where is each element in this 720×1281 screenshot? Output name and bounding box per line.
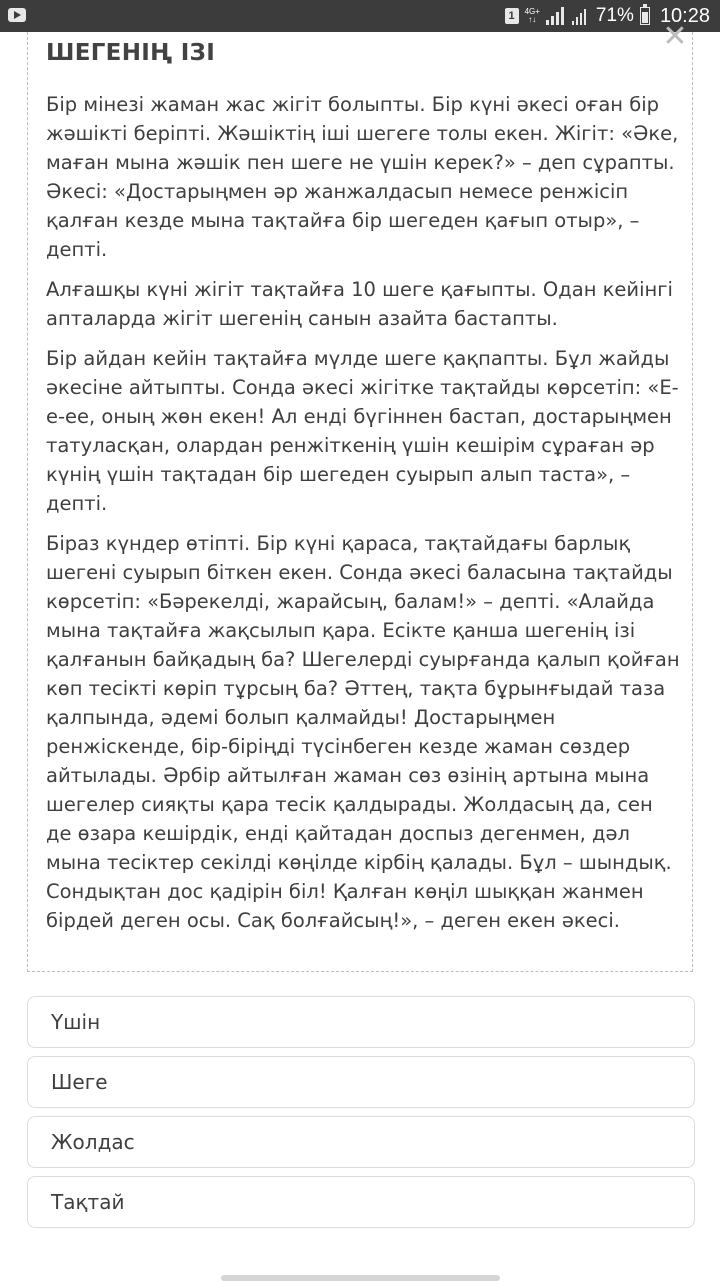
clock: 10:28 <box>659 4 710 27</box>
close-icon[interactable]: ✕ <box>662 19 688 54</box>
answer-option-zholdas[interactable]: Жолдас <box>27 1116 695 1168</box>
passage-paragraph: Бір мінезі жаман жас жігіт болыпты. Бір күні әкесі оған бір жәшікті беріпті. Жәшіктің іші шегеге толы екен. Жігіт: «Әке, маған мына жәшік пен шеге не үшін керек?» – деп сұрапты. Әкесі: «Достарыңмен әр жанжалдасып немесе ренжісіп қалған кезде мына тақтайға бір шегеден қағып отыр», – депті. <box>46 93 679 261</box>
passage-text <box>46 90 682 946</box>
passage-title: ШЕГЕНІҢ ІЗІ <box>46 40 216 66</box>
secondary-signal-icon <box>572 7 590 25</box>
sim-card-icon: 1 <box>505 8 519 24</box>
passage-paragraph: Бір айдан кейін тақтайға мүлде шеге қақпапты. Бұл жайды әкесіне айтыпты. Сонда әкесі жігітке тақтайды көрсетіп: «Е-е-ее, оның жөн екен! Ал енді бүгіннен бастап, достарыңмен татуласқан, олардан ренжіткенің үшін кешірім сұраған әр күнің үшін тақтадан бір шегеден суырып алып таста», – депті. <box>46 347 679 515</box>
answer-option-shege[interactable]: Шеге <box>27 1056 695 1108</box>
network-activity-arrows: ↑↓ <box>528 15 537 24</box>
battery-icon <box>640 7 650 25</box>
cellular-signal-icon <box>546 7 566 25</box>
answer-options <box>27 996 695 1236</box>
youtube-notification-icon <box>8 8 26 22</box>
battery-percent: 71% <box>595 5 634 26</box>
answer-option-ushin[interactable]: Үшін <box>27 996 695 1048</box>
passage-paragraph: Алғашқы күні жігіт тақтайға 10 шеге қағыпты. Одан кейінгі апталарда жігіт шегенің санын азайта бастапты. <box>46 278 673 330</box>
passage-paragraph: Біраз күндер өтіпті. Бір күні қараса, тақтайдағы барлық шегені суырып біткен екен. Сонда әкесі баласына тақтайды көрсетіп: «Бәрекелді, жарайсың, балам!» – депті. «Алайда мына тақтайға жақсылып қара. Есікте қанша шегенің ізі қалғанын байқадың ба? Шегелерді суырғанда қалып қойған көп тесікті көріп тұрсың ба? Әттең, тақта бұрынғыдай таза қалпында, әдемі болып қалмайды! Достарыңмен ренжіскенде, бір-біріңді түсінбеген кезде жаман сөздер айтылады. Әрбір айтылған жаман сөз өзінің артына мына шегелер сияқты қара тесік қалдырады. Жолдасың да, сен де өзара кешірдік, енді қайтадан доспыз дегенмен, дәл мына тесіктер секілді көңілде кірбің қалады. Бұл – шындық. Сондықтан дос қадірін біл! Қалған көңіл шыққан жанмен бірдей деген осы. Сақ болғайсың!», – деген екен әкесі. <box>46 532 680 932</box>
passage-card <box>27 32 693 972</box>
network-type-label: 4G+ <box>524 7 540 16</box>
answer-option-taktai[interactable]: Тақтай <box>27 1176 695 1228</box>
network-type-indicator <box>525 8 540 24</box>
status-bar <box>0 0 720 32</box>
scroll-handle[interactable] <box>221 1275 500 1281</box>
